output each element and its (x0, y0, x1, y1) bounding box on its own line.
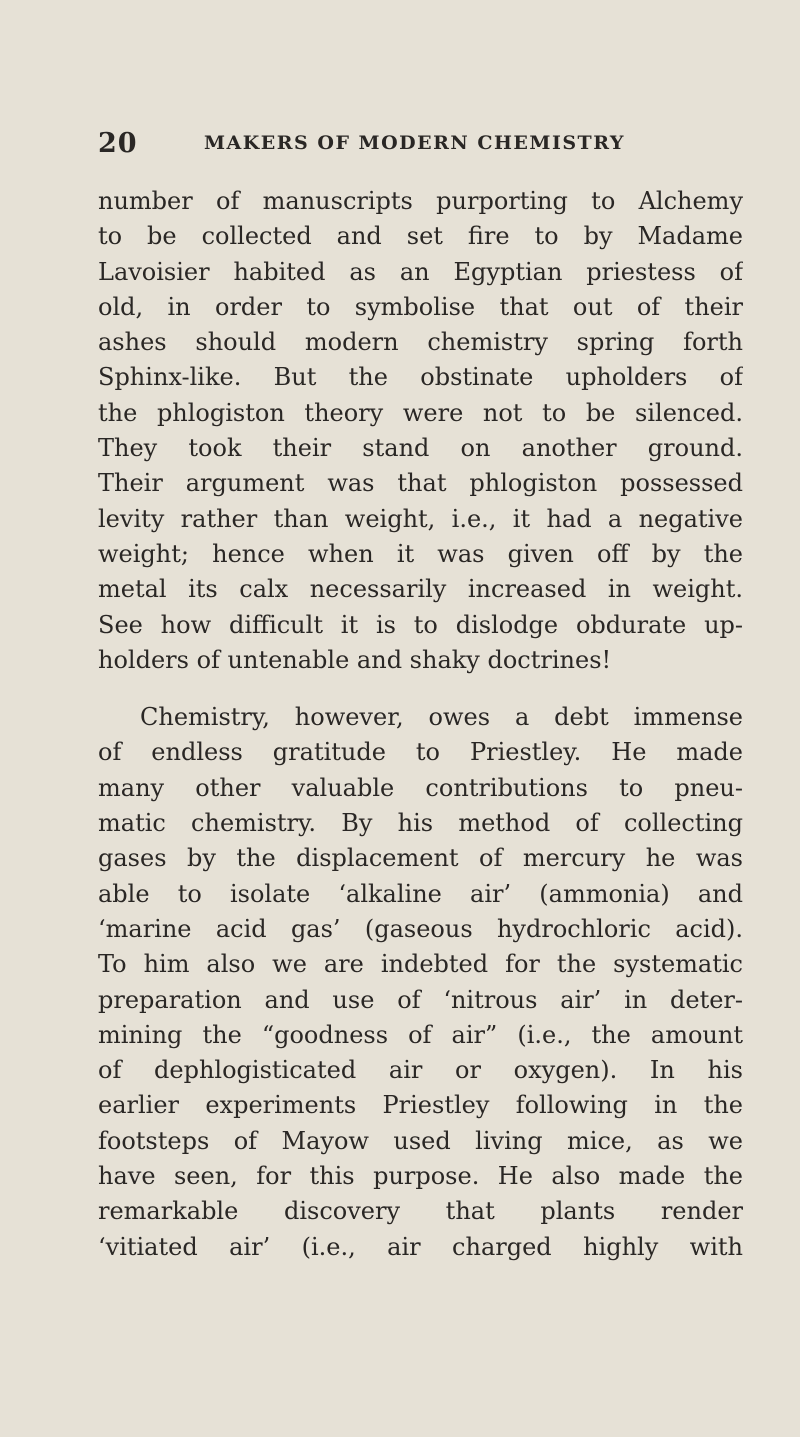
text-line: ‘marine acid gas’ (gaseous hydrochloric acid). (98, 914, 743, 943)
text-line: gases by the displacement of mercury he was (98, 844, 743, 873)
text-line: many other valuable contributions to pneu- (98, 773, 743, 802)
text-line: have seen, for this purpose. He also made the (98, 1162, 743, 1191)
text-line: Sphinx-like. But the obstinate upholders of (98, 363, 743, 392)
text-line: footsteps of Mayow used living mice, as we (98, 1126, 743, 1155)
text-line: Lavoisier habited as an Egyptian priestess of (98, 257, 743, 286)
text-line: Their argument was that phlogiston possessed (98, 469, 743, 498)
text-line: number of manuscripts purporting to Alchemy (98, 187, 743, 215)
text-line: remarkable discovery that plants render (98, 1197, 743, 1226)
text-line: to be collected and set fire to by Madame (98, 222, 743, 251)
text-line: old, in order to symbolise that out of their (98, 292, 743, 321)
text-line: metal its calx necessarily increased in weight. (98, 575, 743, 604)
text-line: See how difficult it is to dislodge obdurate up- (98, 610, 743, 639)
text-line: preparation and use of ‘nitrous air’ in deter- (98, 985, 743, 1014)
text-line: able to isolate ‘alkaline air’ (ammonia) and (98, 879, 743, 908)
text-line: earlier experiments Priestley following in the (98, 1091, 743, 1120)
running-head (98, 128, 742, 168)
text-line: levity rather than weight, i.e., it had a negative (98, 504, 743, 533)
paragraph-gap (98, 678, 743, 700)
text-line: To him also we are indebted for the systematic (98, 950, 743, 979)
text-line: ashes should modern chemistry spring forth (98, 328, 743, 357)
text-line: weight; hence when it was given off by the (98, 539, 743, 568)
text-line: the phlogiston theory were not to be silenced. (98, 398, 743, 427)
text-line: Chemistry, however, owes a debt immense (140, 703, 743, 732)
text-line: mining the “goodness of air” (i.e., the amount (98, 1020, 743, 1049)
text-line: of dephlogisticated air or oxygen). In his (98, 1056, 743, 1085)
running-title: MAKERS OF MODERN CHEMISTRY (204, 132, 625, 154)
page-number: 20 (98, 128, 138, 159)
text-line: ‘vitiated air’ (i.e., air charged highly with (98, 1232, 743, 1261)
paragraph-2 (98, 700, 743, 1265)
text-line: They took their stand on another ground. (98, 434, 743, 463)
text-line: holders of untenable and shaky doctrines! (98, 645, 612, 674)
text-line: matic chemistry. By his method of collecting (98, 809, 743, 838)
paragraph-1 (98, 184, 743, 678)
body-text (98, 184, 743, 1265)
text-line: of endless gratitude to Priestley. He made (98, 738, 743, 767)
